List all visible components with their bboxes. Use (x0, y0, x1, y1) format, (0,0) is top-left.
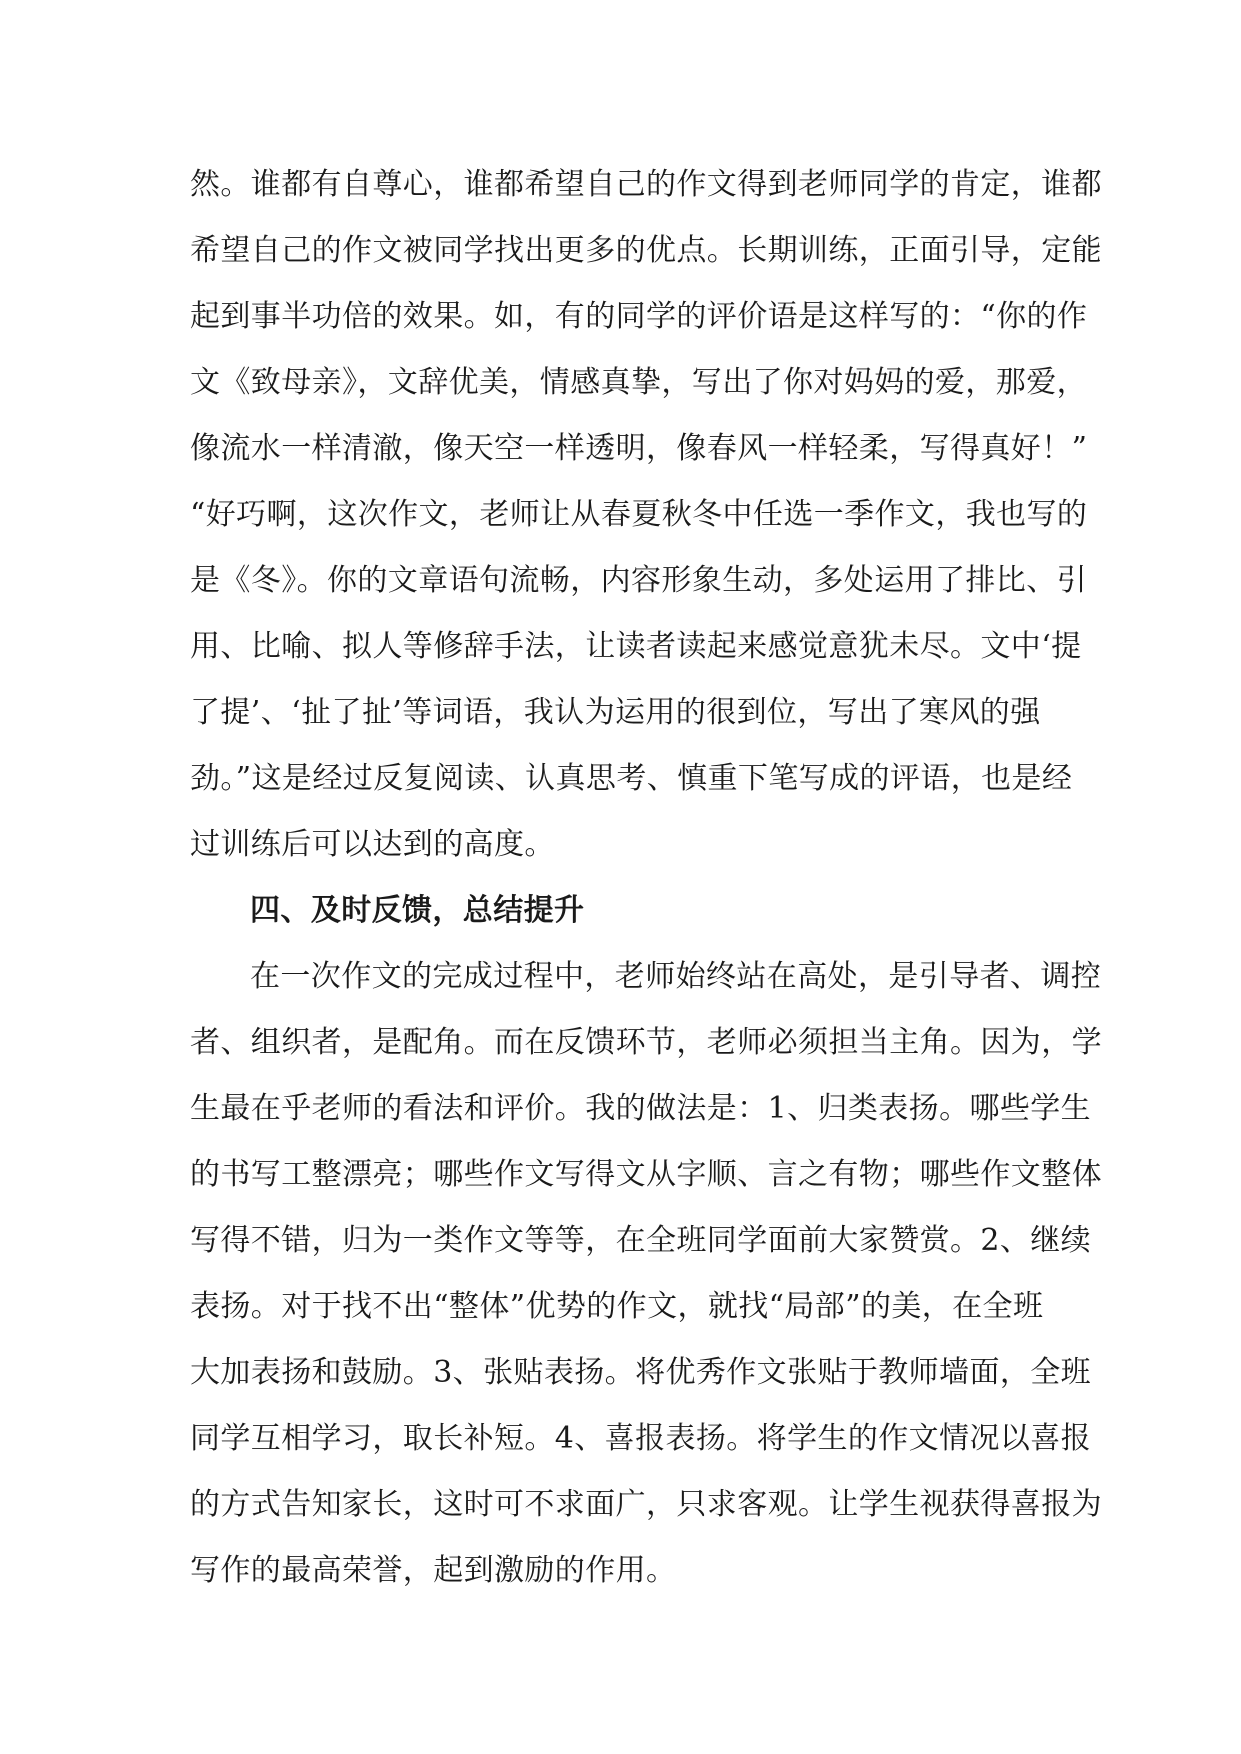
text-line: 是《冬》。你的文章语句流畅，内容形象生动，多处运用了排比、引 (190, 563, 1087, 598)
text-line: 过训练后可以达到的高度。 (190, 827, 555, 862)
text-line: “好巧啊，这次作文，老师让从春夏秋冬中任选一季作文，我也写的 (190, 497, 1088, 532)
paragraph-feedback (190, 944, 1102, 1604)
text-line: 在一次作文的完成过程中，老师始终站在高处，是引导者、调控 (250, 959, 1102, 994)
text-line: 的书写工整漂亮；哪些作文写得文从字顺、言之有物；哪些作文整体 (190, 1157, 1102, 1192)
text-line: 起到事半功倍的效果。如，有的同学的评价语是这样写的：“你的作 (190, 299, 1088, 334)
paragraph-continued (190, 152, 1102, 878)
text-line: 同学互相学习，取长补短。4、喜报表扬。将学生的作文情况以喜报 (190, 1421, 1092, 1456)
text-line: 了提’、‘扯了扯’等词语，我认为运用的很到位，写出了寒风的强 (190, 695, 1041, 730)
text-line: 劲。”这是经过反复阅读、认真思考、慎重下笔写成的评语，也是经 (190, 761, 1073, 796)
text-line: 大加表扬和鼓励。3、张贴表扬。将优秀作文张贴于教师墙面，全班 (190, 1355, 1092, 1390)
section-heading: 四、及时反馈，总结提升 (250, 893, 585, 928)
text-line: 用、比喻、拟人等修辞手法，让读者读起来感觉意犹未尽。文中‘提 (190, 629, 1082, 664)
text-line: 文《致母亲》，文辞优美，情感真挚，写出了你对妈妈的爱，那爱， (190, 365, 1087, 400)
text-line: 生最在乎老师的看法和评价。我的做法是：1、归类表扬。哪些学生 (190, 1091, 1092, 1126)
text-line: 像流水一样清澈，像天空一样透明，像春风一样轻柔，写得真好！” (190, 431, 1088, 466)
text-line: 者、组织者，是配角。而在反馈环节，老师必须担当主角。因为，学 (190, 1025, 1102, 1060)
text-line: 表扬。对于找不出“整体”优势的作文，就找“局部”的美，在全班 (190, 1289, 1044, 1324)
text-line: 然。谁都有自尊心，谁都希望自己的作文得到老师同学的肯定，谁都 (190, 167, 1102, 202)
text-line: 的方式告知家长，这时可不求面广，只求客观。让学生视获得喜报为 (190, 1487, 1102, 1522)
text-line: 写得不错，归为一类作文等等，在全班同学面前大家赞赏。2、继续 (190, 1223, 1092, 1258)
text-line: 写作的最高荣誉，起到激励的作用。 (190, 1553, 677, 1588)
text-line: 希望自己的作文被同学找出更多的优点。长期训练，正面引导，定能 (190, 233, 1102, 268)
section-heading-block (250, 878, 1110, 944)
